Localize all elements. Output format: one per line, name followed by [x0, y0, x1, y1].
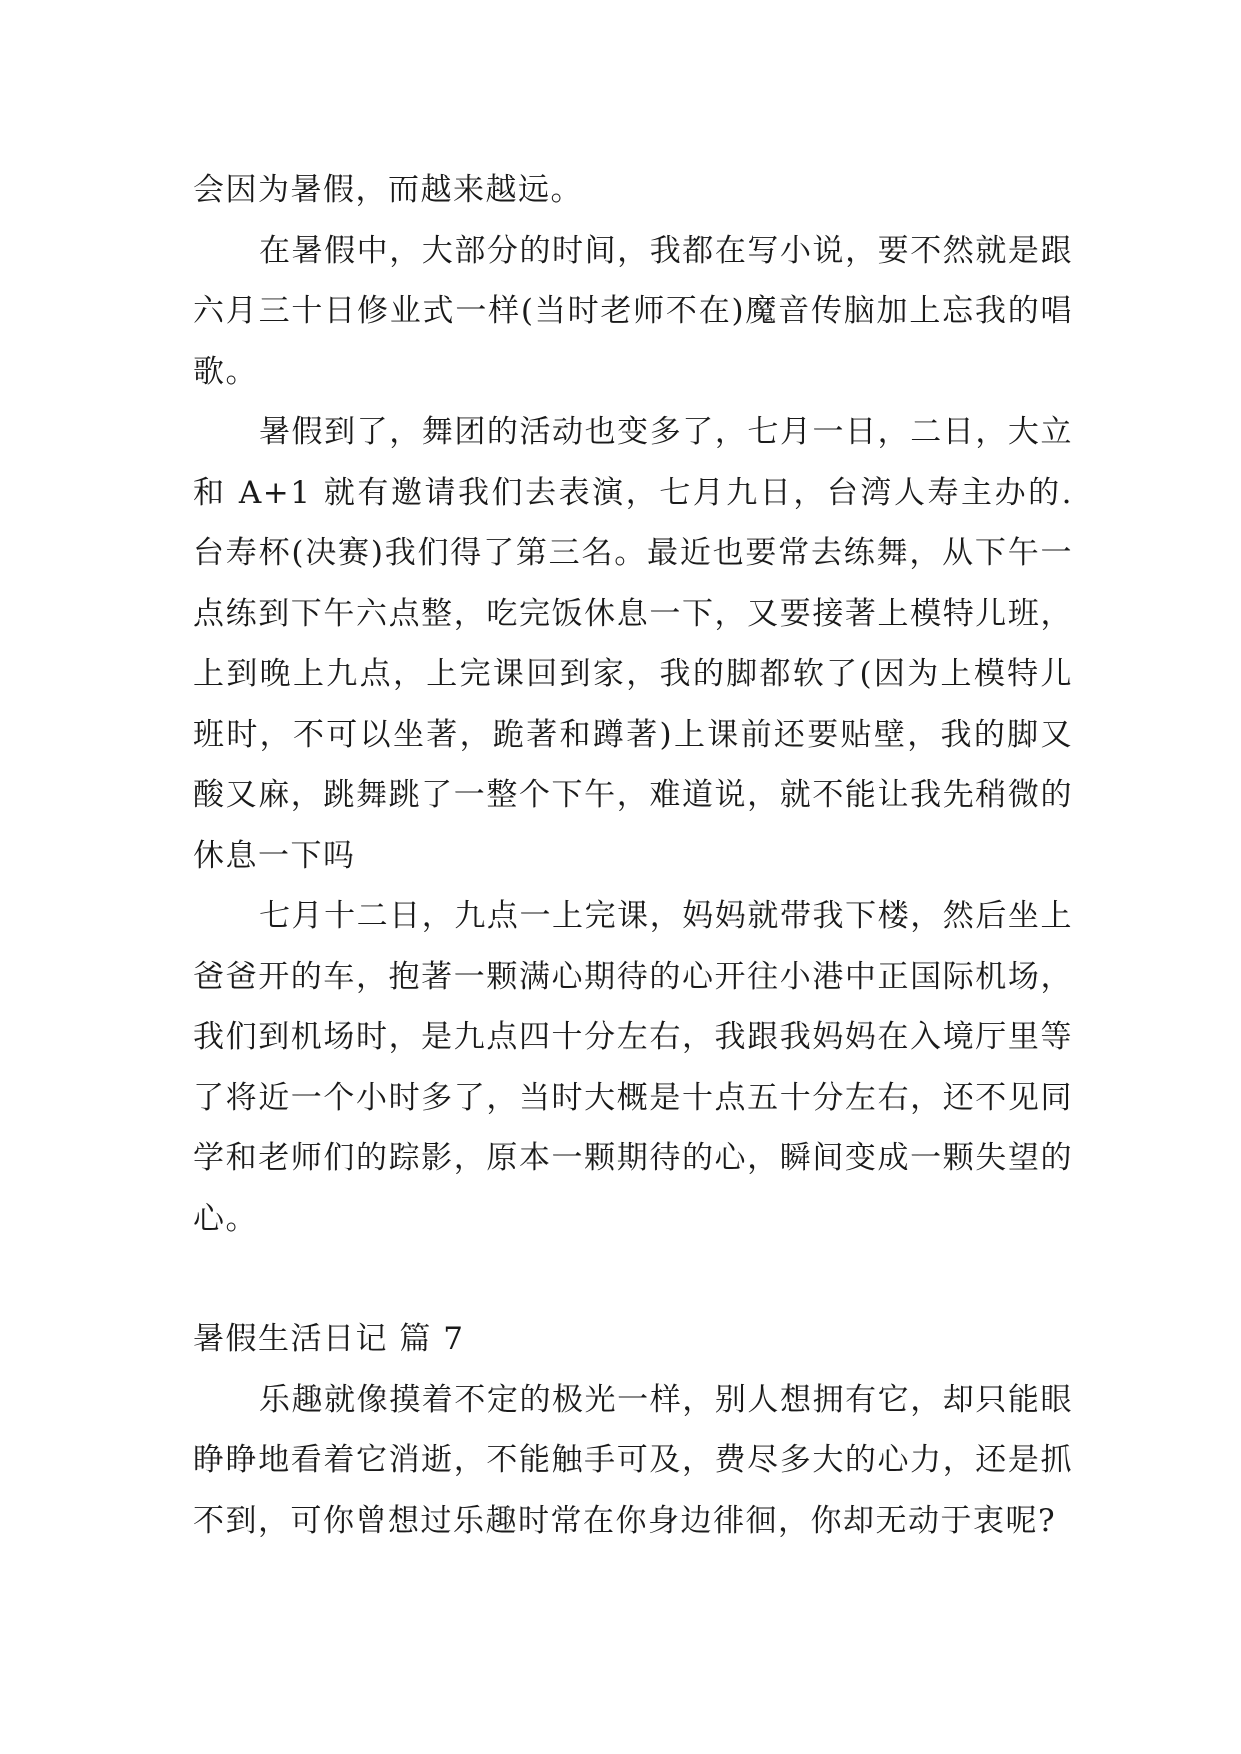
paragraph-airport: 七月十二日，九点一上完课，妈妈就带我下楼，然后坐上爸爸开的车，抱著一颗满心期待的心开往小港中正国际机场，我们到机场时，是九点四十分左右，我跟我妈妈在入境厅里等了将近一个小时多了，当时大概是十点五十分左右，还不见同学和老师们的踪影，原本一颗期待的心，瞬间变成一颗失望的心。 [193, 898, 1073, 1237]
paragraph-fun-aurora: 乐趣就像摸着不定的极光一样，别人想拥有它，却只能眼睁睁地看着它消逝，不能触手可及，费尽多大的心力，还是抓不到，可你曾想过乐趣时常在你身边徘徊，你却无动于衷呢? [193, 1381, 1073, 1539]
paragraph-continuation: 会因为暑假，而越来越远。 [193, 172, 583, 208]
paragraph-dance-troupe: 暑假到了，舞团的活动也变多了，七月一日，二日，大立和 A+1 就有邀请我们去表演，七月九日，台湾人寿主办的.台寿杯(决赛)我们得了第三名。最近也要常去练舞，从下午一点练到下午六点整，吃完饭休息一下，又要接著上模特儿班，上到晚上九点，上完课回到家，我的脚都软了(因为上模特儿班时，不可以坐著，跪著和蹲著)上课前还要贴壁，我的脚又酸又麻，跳舞跳了一整个下午，难道说，就不能让我先稍微的休息一下吗 [193, 414, 1073, 874]
paragraph-writing-novels: 在暑假中，大部分的时间，我都在写小说，要不然就是跟六月三十日修业式一样(当时老师不在)魔音传脑加上忘我的唱歌。 [193, 232, 1073, 390]
section-title: 暑假生活日记 篇 7 [193, 1321, 465, 1357]
document-body [193, 160, 1073, 1551]
